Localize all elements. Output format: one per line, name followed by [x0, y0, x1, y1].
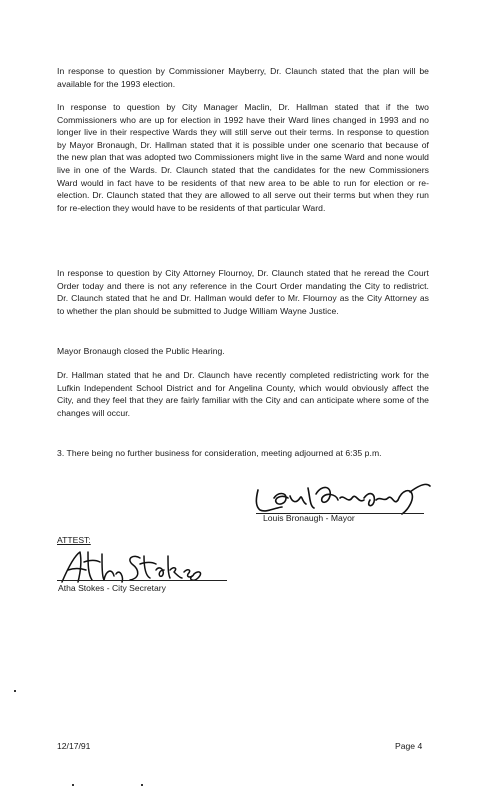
paragraph-redistricting-work: Dr. Hallman stated that he and Dr. Claunch have recently completed redistricting work for the Lufkin Independent School District and for Angelina County, which would obviously affect the City, and they feel that they are fairly familiar with the City and can anticipate where some of the changes will occur. — [57, 370, 429, 418]
mayor-caption: Louis Bronaugh - Mayor — [263, 513, 355, 523]
paragraph-flournoy-question: In response to question by City Attorney Flournoy, Dr. Claunch stated that he reread the Court Order today and there is not any reference in the Court Order mandating the City to redistrict. Dr. Claunch stated that he and Dr. Hallman would defer to Mr. Flournoy as the City Attorney as to whether the plan should be submitted to Judge William Wayne Justice. — [57, 268, 429, 316]
secretary-signature — [58, 548, 208, 588]
paragraph-adjournment: 3. There being no further business for consideration, meeting adjourned at 6:35 p.m. — [57, 448, 382, 458]
paragraph-mayberry-question: In response to question by Commissioner Mayberry, Dr. Claunch stated that the plan will be available for the 1993 election. — [57, 66, 429, 89]
attest-label: ATTEST: — [57, 535, 91, 545]
paragraph-maclin-question: In response to question by City Manager Maclin, Dr. Hallman stated that if the two Commissioners who are up for election in 1992 have their Ward lines changed in 1993 and no longer live in their respective Wards they will still serve out their terms. In response to question by Mayor Bronaugh, Dr. Hallman stated that it is possible under one scenario that because of the new plan that was adopted two Commissioners might live in the same Ward and none would live in one of the Wards. Dr. Claunch stated that the candidates for the new Commissioners Ward would in fact have to be residents of that new area to be able to run for election or re-election. Dr. Claunch stated that they are allowed to all serve out their terms but when they run for re-election they would have to be residents of that particular Ward. — [57, 102, 429, 213]
paragraph-hearing-closed: Mayor Bronaugh closed the Public Hearing. — [57, 346, 225, 356]
scan-speck — [14, 690, 16, 692]
secretary-signature-line — [57, 580, 227, 581]
footer-page-number: Page 4 — [395, 741, 423, 751]
secretary-caption: Atha Stokes - City Secretary — [58, 583, 166, 593]
scan-speck — [72, 784, 74, 786]
footer-date: 12/17/91 — [57, 741, 91, 751]
scan-speck — [141, 784, 143, 786]
